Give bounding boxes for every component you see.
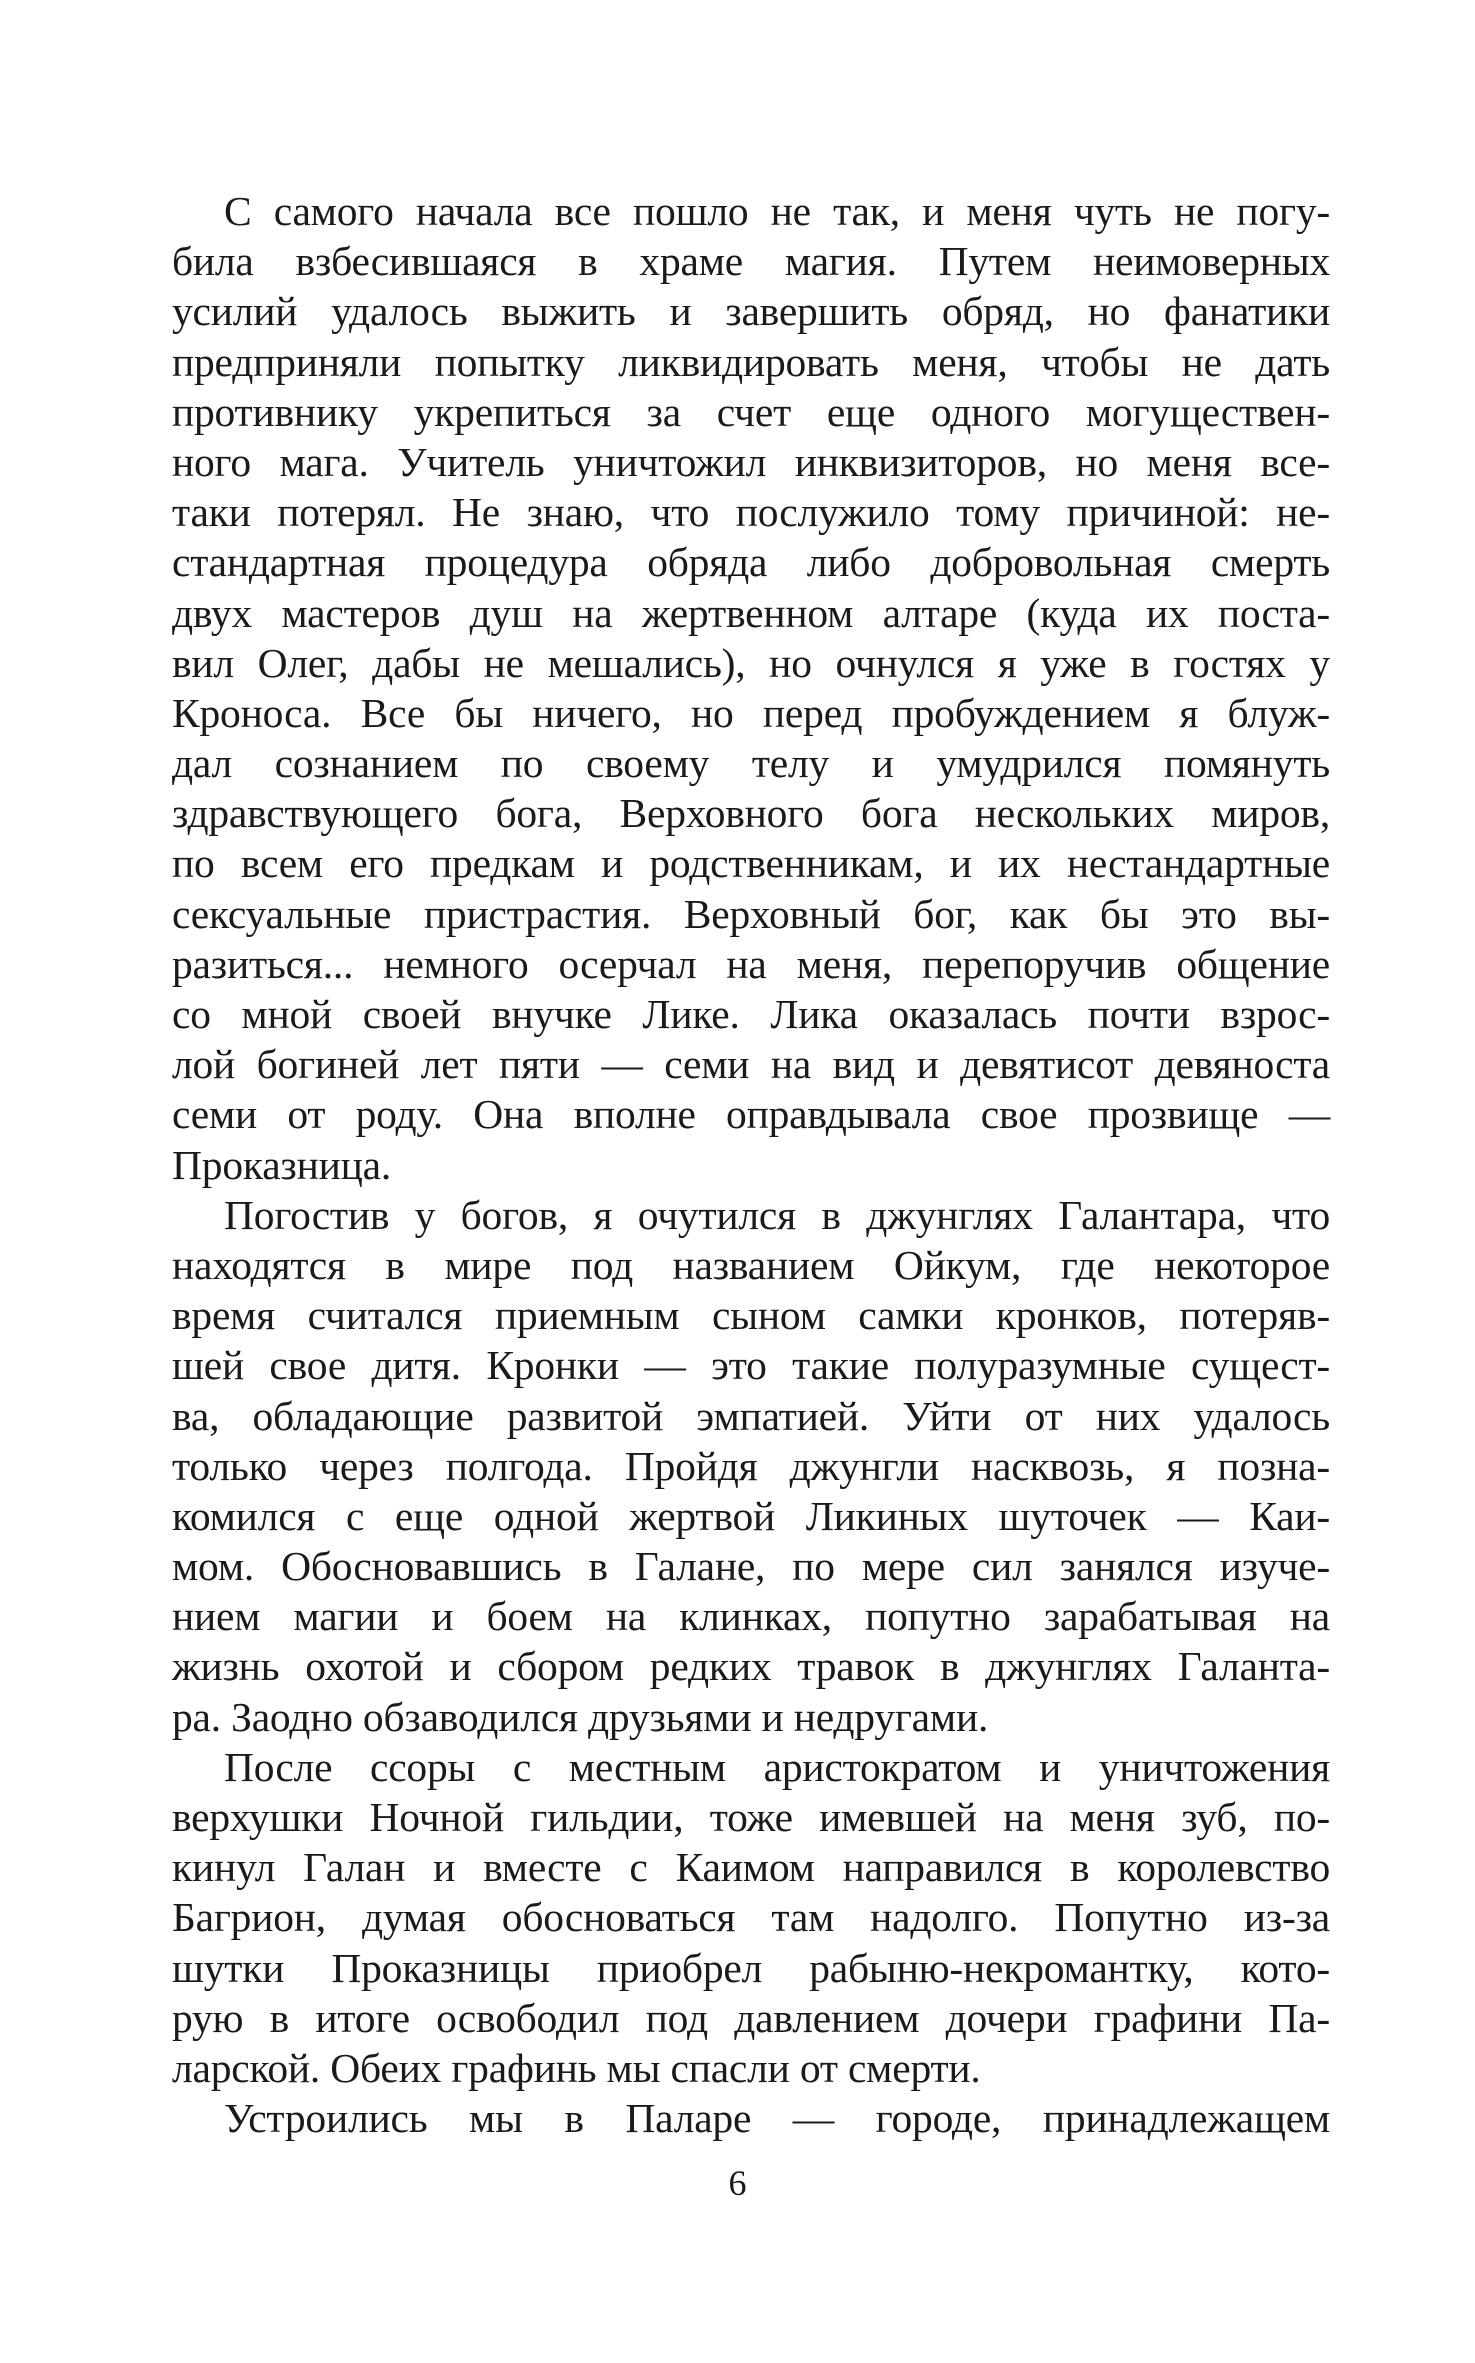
text-line: ларской. Обеих графинь мы спасли от смерти.	[172, 2044, 981, 2091]
text-line: дал сознанием по своему телу и умудрился помянуть	[172, 740, 1330, 787]
text-line: Погостив у богов, я очутился в джунглях Галантара, что	[224, 1191, 1330, 1238]
body-text	[172, 186, 1330, 2143]
text-line: семи от роду. Она вполне оправдывала свое прозвище —	[172, 1091, 1330, 1138]
text-line: ва, обладающие развитой эмпатией. Уйти от них удалось	[172, 1392, 1330, 1439]
text-line: комился с еще одной жертвой Ликиных шуточек — Каи-	[172, 1492, 1330, 1539]
paragraph	[172, 1190, 1330, 1742]
page-number: 6	[728, 2163, 747, 2203]
text-line: двух мастеров душ на жертвенном алтаре (куда их поста-	[172, 589, 1330, 636]
text-line: Багрион, думая обосноваться там надолго. Попутно из-за	[172, 1894, 1330, 1941]
text-line: лой богиней лет пяти — семи на вид и девятисот девяноста	[172, 1041, 1330, 1088]
text-line: рую в итоге освободил под давлением дочери графини Па-	[172, 1994, 1330, 2041]
text-line: сексуальные пристрастия. Верховный бог, как бы это вы-	[172, 890, 1330, 937]
text-line: время считался приемным сыном самки кронков, потеряв-	[172, 1292, 1330, 1339]
text-line: таки потерял. Не знаю, что послужило тому причиной: не-	[172, 489, 1330, 536]
text-line: Кроноса. Все бы ничего, но перед пробуждением я блуж-	[172, 689, 1330, 736]
text-line: здравствующего бога, Верховного бога нескольких миров,	[172, 790, 1330, 837]
text-line: со мной своей внучке Лике. Лика оказалась почти взрос-	[172, 991, 1330, 1037]
text-line: нием магии и боем на клинках, попутно зарабатывая на	[172, 1593, 1330, 1640]
paragraph	[172, 1742, 1330, 2093]
text-line: После ссоры с местным аристократом и уничтожения	[224, 1743, 1330, 1790]
text-line: била взбесившаяся в храме магия. Путем неимоверных	[172, 238, 1330, 285]
text-line: ра. Заодно обзаводился друзьями и недругами.	[172, 1693, 989, 1740]
text-line: по всем его предкам и родственникам, и их нестандартные	[172, 840, 1330, 887]
text-line: Проказница.	[172, 1141, 392, 1188]
text-line: Устроились мы в Паларе — городе, принадлежащем	[224, 2095, 1330, 2142]
text-line: только через полгода. Пройдя джунгли насквозь, я позна-	[172, 1442, 1330, 1489]
text-line: кинул Галан и вместе с Каимом направился в королевство	[172, 1844, 1330, 1891]
text-line: стандартная процедура обряда либо добровольная смерть	[172, 539, 1330, 586]
text-line: вил Олег, дабы не мешались), но очнулся я уже в гостях у	[172, 639, 1330, 686]
text-line: противнику укрепиться за счет еще одного могуществен-	[172, 388, 1330, 435]
text-line: мом. Обосновавшись в Галане, по мере сил занялся изуче-	[172, 1543, 1330, 1590]
paragraph	[172, 186, 1330, 1190]
text-line: шей свое дитя. Кронки — это такие полуразумные сущест-	[172, 1342, 1330, 1389]
text-line: жизнь охотой и сбором редких травок в джунглях Галанта-	[172, 1643, 1330, 1690]
text-line: находятся в мире под названием Ойкум, где некоторое	[172, 1241, 1330, 1288]
text-line: ного мага. Учитель уничтожил инквизиторов, но меня все-	[172, 438, 1330, 485]
text-line: усилий удалось выжить и завершить обряд, но фанатики	[172, 288, 1330, 335]
text-line: разиться... немного осерчал на меня, перепоручив общение	[172, 940, 1330, 987]
text-line: предприняли попытку ликвидировать меня, чтобы не дать	[172, 338, 1330, 385]
text-line: верхушки Ночной гильдии, тоже имевшей на меня зуб, по-	[172, 1794, 1330, 1840]
paragraph	[172, 2093, 1330, 2143]
text-line: С самого начала все пошло не так, и меня чуть не погу-	[224, 188, 1330, 234]
text-line: шутки Проказницы приобрел рабыню-некромантку, кото-	[172, 1944, 1330, 1991]
